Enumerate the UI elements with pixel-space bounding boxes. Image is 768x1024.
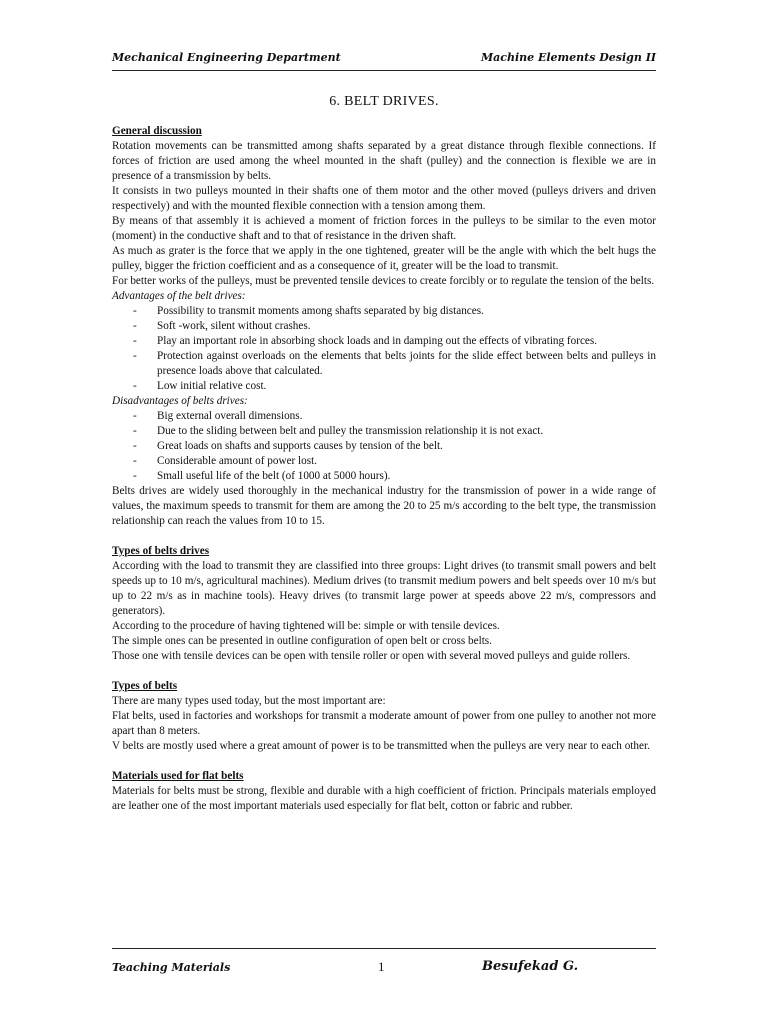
main-content bbox=[112, 124, 656, 814]
footer-author: Besufekad G. bbox=[482, 959, 579, 974]
disadvantages-heading: Disadvantages of belts drives: bbox=[112, 395, 248, 407]
disadvantages-list bbox=[112, 409, 656, 484]
types-of-drives-heading: Types of belts drives bbox=[112, 545, 210, 557]
types-drives-paragraph-2: According to the procedure of having tightened will be: simple or with tensile devices. bbox=[112, 620, 500, 632]
page-footer bbox=[112, 956, 656, 978]
list-item: - Play an important role in absorbing shock loads and in damping out the effects of vibrating forces. bbox=[133, 335, 598, 347]
list-item: - Small useful life of the belt (of 1000 at 5000 hours). bbox=[133, 470, 391, 482]
header-rule bbox=[112, 70, 656, 71]
general-discussion-heading: General discussion bbox=[112, 125, 202, 137]
page-number: 1 bbox=[378, 959, 385, 974]
chapter-title: 6. BELT DRIVES. bbox=[329, 94, 439, 109]
types-belts-paragraph-3: V belts are mostly used where a great amount of power is to be transmitted when the pulleys are very near to each other. bbox=[112, 740, 650, 752]
types-drives-paragraph-4: Those one with tensile devices can be open with tensile roller or open with several moved pulleys and guide rollers. bbox=[112, 650, 631, 662]
materials-paragraph: Materials for belts must be strong, flexible and durable with a high coefficient of friction. Principals materials employed are leather one of the most important materials used especially for flat belt, cotton or fabric and rubber. bbox=[112, 785, 656, 812]
list-item: - Soft -work, silent without crashes. bbox=[133, 320, 311, 332]
list-item: - Low initial relative cost. bbox=[133, 380, 267, 392]
list-item: - Protection against overloads on the elements that belts joints for the slide effect between belts and pulleys in presence loads above that calculated. bbox=[133, 350, 656, 377]
footer-label: Teaching Materials bbox=[112, 961, 231, 974]
list-item: - Big external overall dimensions. bbox=[133, 410, 303, 422]
page-header bbox=[112, 47, 656, 67]
types-of-belts-heading: Types of belts bbox=[112, 680, 178, 692]
list-item: - Due to the sliding between belt and pulley the transmission relationship it is not exact. bbox=[133, 425, 544, 437]
types-belts-paragraph-1: There are many types used today, but the most important are: bbox=[112, 695, 386, 707]
types-drives-paragraph-1: According with the load to transmit they are classified into three groups: Light drives (to transmit small powers and belt speeds up to 10 m/s, agricultural machines). Medium drives (to transmit medium powers and belt speeds over 10 m/s but up to 22 m/s as in machine tools). Heavy drives (to transmit large power at speeds above 22 m/s, compressors and generators). bbox=[112, 560, 656, 617]
types-drives-paragraph-3: The simple ones can be presented in outline configuration of open belt or cross belts. bbox=[112, 635, 492, 647]
header-department: Mechanical Engineering Department bbox=[112, 51, 341, 64]
general-paragraph-5: For better works of the pulleys, must be prevented tensile devices to create forcibly or to regulate the tension of the belts. bbox=[112, 275, 655, 287]
list-item: - Great loads on shafts and supports causes by tension of the belt. bbox=[133, 440, 443, 452]
general-paragraph-3: By means of that assembly it is achieved a moment of friction forces in the pulleys to be similar to the even motor (moment) in the conductive shaft and to that of resistance in the driven shaft. bbox=[112, 215, 656, 242]
types-belts-paragraph-2: Flat belts, used in factories and workshops for transmit a moderate amount of power from one pulley to another not more apart than 8 meters. bbox=[112, 710, 656, 737]
list-item: - Possibility to transmit moments among shafts separated by big distances. bbox=[133, 305, 484, 317]
list-item: - Considerable amount of power lost. bbox=[133, 455, 318, 467]
general-paragraph-1: Rotation movements can be transmitted among shafts separated by a great distance through flexible connections. If forces of friction are used among the wheel mounted in the shaft (pulley) and the connection is flexible we are in presence of a transmission by belts. bbox=[112, 140, 656, 182]
advantages-list bbox=[112, 304, 656, 394]
belts-usage-paragraph: Belts drives are widely used thoroughly in the mechanical industry for the transmission of power in a wide range of values, the maximum speeds to transmit for them are among the 20 to 25 m/s according to the belt type, the transmission relationship can reach the values from 10 to 15. bbox=[112, 485, 656, 527]
general-paragraph-2: It consists in two pulleys mounted in their shafts one of them motor and the other moved (pulleys drivers and driven respectively) and with the mounted flexible connection with a tension among them. bbox=[112, 185, 656, 212]
general-paragraph-4: As much as grater is the force that we apply in the one tightened, greater will be the angle with which the belt hugs the pulley, bigger the friction coefficient and as a consequence of it, greater will be the load to transmit. bbox=[112, 245, 656, 272]
footer-rule bbox=[112, 948, 656, 949]
materials-heading: Materials used for flat belts bbox=[112, 770, 244, 782]
advantages-heading: Advantages of the belt drives: bbox=[112, 290, 246, 302]
header-course: Machine Elements Design II bbox=[480, 51, 656, 64]
